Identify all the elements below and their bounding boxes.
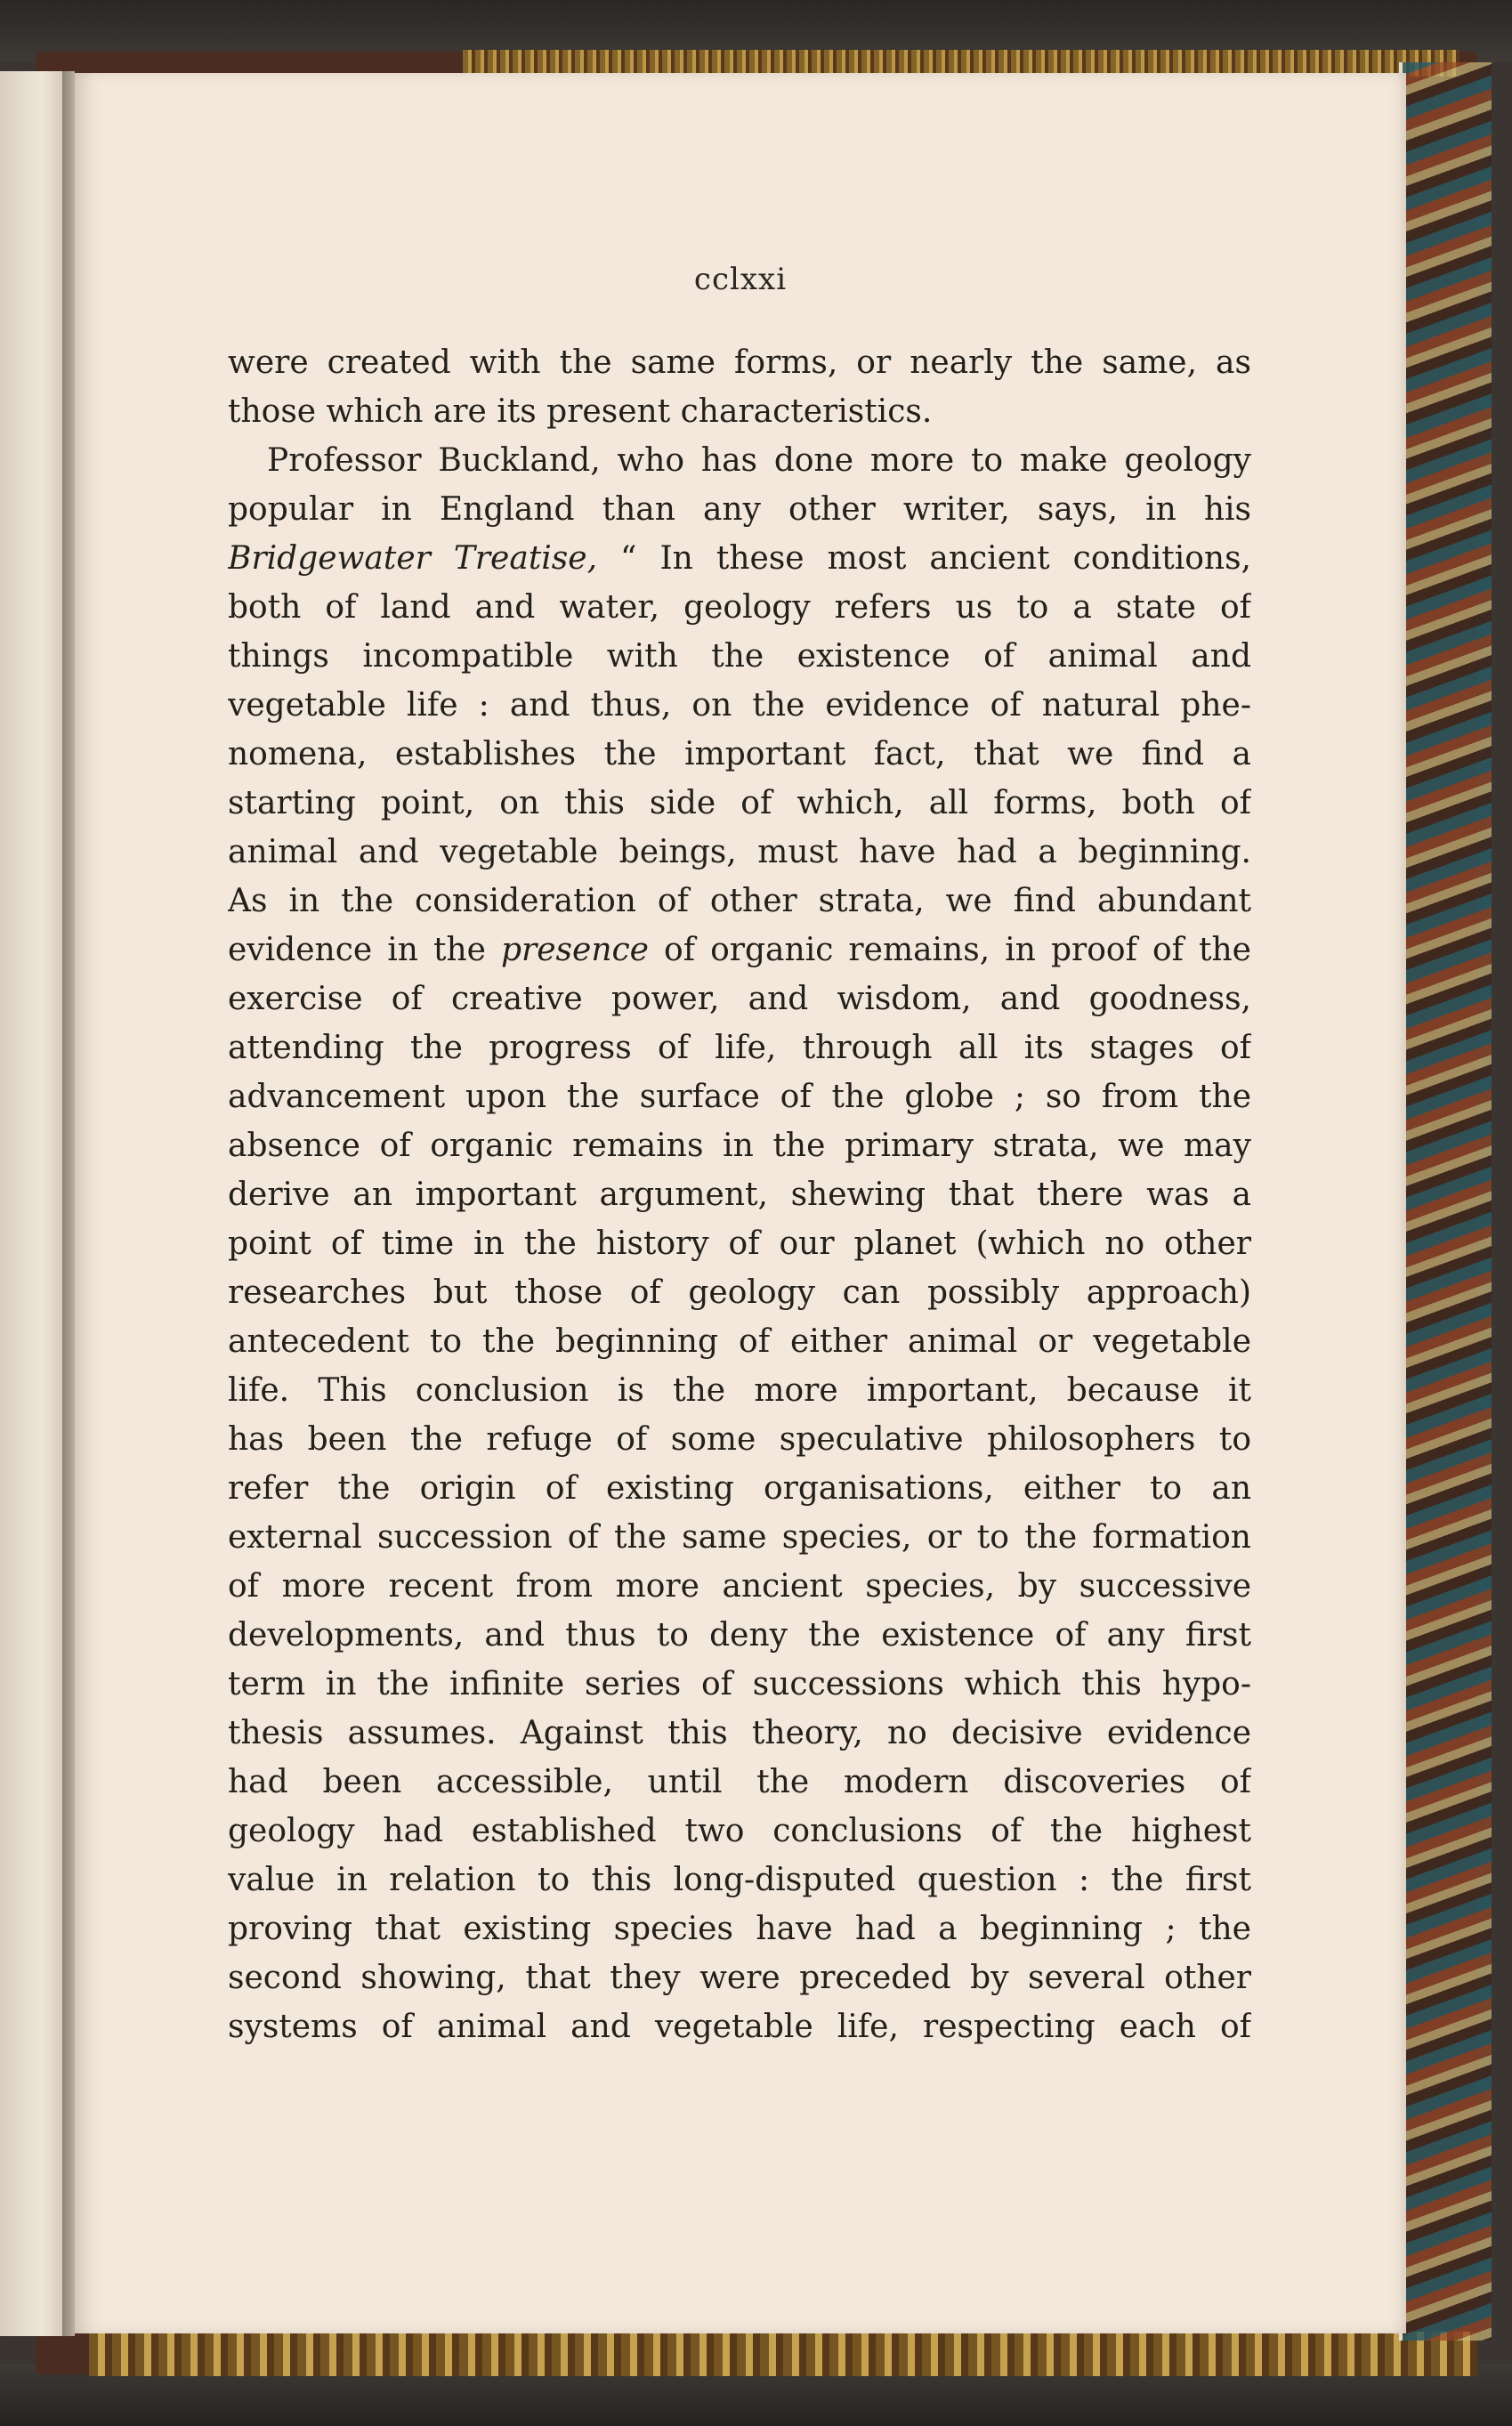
gutter-shadow xyxy=(62,71,75,2336)
text-line: starting point, on this side of which, all forms, both of xyxy=(228,785,1251,821)
text-run: of organic remains, in proof of the xyxy=(649,932,1251,968)
text-line: thesis assumes. Against this theory, no decisive evidence xyxy=(228,1715,1251,1751)
left-page-edge xyxy=(0,71,69,2336)
italic-run: Bridgewater Treatise, xyxy=(228,540,598,577)
text-line: were created with the same forms, or nearly the same, as xyxy=(228,344,1251,381)
page-number: cclxxi xyxy=(693,262,788,297)
text-line: external succession of the same species, or to the formation xyxy=(228,1519,1251,1556)
text-line: second showing, that they were preceded by several other xyxy=(228,1960,1251,1996)
text-run: evidence in the xyxy=(228,932,501,968)
text-line: geology had established two conclusions of the highest xyxy=(228,1813,1251,1849)
gilt-tailband xyxy=(89,2332,1477,2376)
text-line: those which are its present characteristics. xyxy=(228,393,933,430)
text-line: of more recent from more ancient species, by successive xyxy=(228,1568,1251,1605)
text-line: advancement upon the surface of the globe ; so from the xyxy=(228,1079,1251,1115)
text-line: refer the origin of existing organisations, either to an xyxy=(228,1470,1251,1507)
text-line: As in the consideration of other strata, we find abundant xyxy=(228,883,1251,919)
text-line: absence of organic remains in the primary strata, we may xyxy=(228,1128,1251,1164)
text-line: researches but those of geology can possibly approach) xyxy=(228,1274,1251,1311)
text-line: had been accessible, until the modern discoveries of xyxy=(228,1764,1251,1800)
book-page xyxy=(75,73,1406,2333)
text-line: developments, and thus to deny the existence of any first xyxy=(228,1617,1251,1654)
text-line: point of time in the history of our planet (which no other xyxy=(228,1225,1251,1262)
text-line: both of land and water, geology refers us to a state of xyxy=(228,589,1251,626)
marbled-fore-edge xyxy=(1399,62,1492,2341)
text-line: antecedent to the beginning of either animal or vegetable xyxy=(228,1323,1251,1360)
text-line: exercise of creative power, and wisdom, and goodness, xyxy=(228,981,1251,1017)
text-line: has been the refuge of some speculative philosophers to xyxy=(228,1421,1251,1458)
text-line: proving that existing species have had a beginning ; the xyxy=(228,1911,1251,1947)
text-line: life. This conclusion is the more important, because it xyxy=(228,1372,1251,1409)
italic-run: presence xyxy=(501,932,649,968)
text-line: things incompatible with the existence of animal and xyxy=(228,638,1251,675)
text-line xyxy=(228,534,1251,583)
text-line: animal and vegetable beings, must have had a beginning. xyxy=(228,834,1251,870)
text-line: systems of animal and vegetable life, respecting each of xyxy=(228,2009,1251,2045)
text-run: “ In these most ancient conditions, xyxy=(597,540,1251,577)
text-line: nomena, establishes the important fact, that we find a xyxy=(228,736,1251,772)
text-line: Professor Buckland, who has done more to make geology xyxy=(267,442,1251,479)
text-line: attending the progress of life, through all its stages of xyxy=(228,1030,1251,1066)
text-line: derive an important argument, shewing that there was a xyxy=(228,1177,1251,1213)
text-line: value in relation to this long-disputed question : the first xyxy=(228,1862,1251,1898)
text-line xyxy=(228,926,1251,974)
text-line: vegetable life : and thus, on the evidence of natural phe- xyxy=(228,687,1251,724)
text-line: popular in England than any other writer, says, in his xyxy=(228,491,1251,528)
body-text xyxy=(228,338,1251,2051)
text-line: term in the infinite series of successions which this hypo- xyxy=(228,1666,1251,1702)
